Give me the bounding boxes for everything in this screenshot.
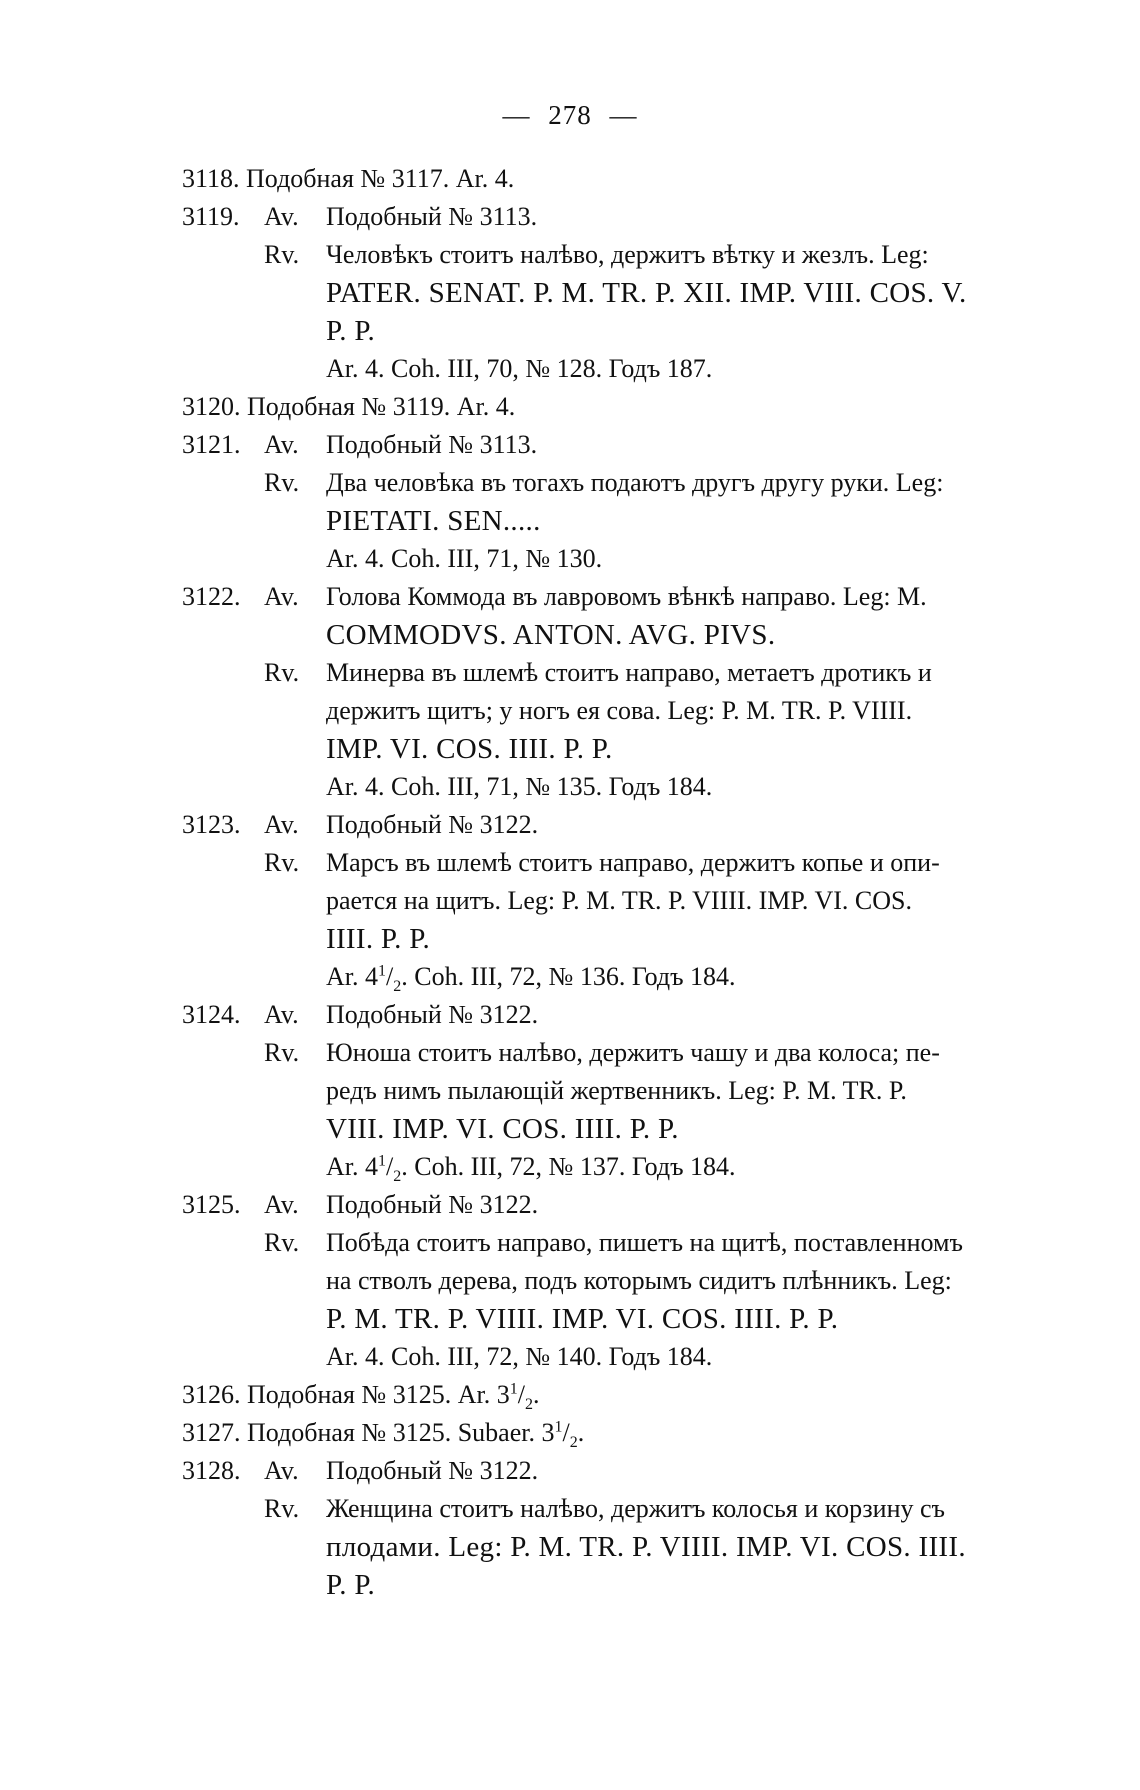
- reverse-text: Женщина стоитъ налѣво, держитъ колосья и корзину съ: [326, 1494, 945, 1523]
- entry-number: 3123.: [182, 810, 241, 839]
- obverse-text: Подобный № 3113.: [326, 202, 538, 231]
- reverse-text: Два человѣка въ тогахъ подаютъ другъ другу руки. Leg:: [326, 468, 944, 497]
- reference-line: Ar. 4. Coh. III, 71, № 130.: [326, 544, 603, 573]
- legend-line: P. P.: [326, 1569, 376, 1601]
- reverse-text-continued: редъ нимъ пылающій жертвенникъ. Leg: P. M. TR. P.: [326, 1076, 907, 1105]
- obverse-label: Av.: [264, 1190, 299, 1219]
- fraction-numerator: 1: [509, 1380, 518, 1398]
- entry-line-end: .: [577, 1418, 585, 1447]
- entry-3127: 3127. Подобная № 3125. Subaer. $3^1/_2$.: [182, 1418, 585, 1452]
- entry-line: 3127. Подобная № 3125. Subaer. 3: [182, 1418, 555, 1447]
- legend-line: IMP. VI. COS. IIII. P. P.: [326, 733, 613, 765]
- reference-line: Ar. $4^1/_2$. Coh. III, 72, № 137. Годъ 184.: [326, 1152, 736, 1186]
- reference-weight: Ar. 4: [326, 1152, 378, 1181]
- reverse-line: [182, 654, 1102, 692]
- entry-3118: [182, 160, 1102, 198]
- reference-line: Ar. $4^1/_2$. Coh. III, 72, № 136. Годъ 184.: [326, 962, 736, 996]
- legend-line: P. M. TR. P. VIIII. IMP. VI. COS. IIII. P. P.: [326, 1303, 839, 1335]
- reference-line: Ar. 4. Coh. III, 70, № 128. Годъ 187.: [326, 354, 713, 383]
- legend-line: PIETATI. SEN.....: [326, 505, 541, 537]
- obverse-label: Av.: [264, 810, 299, 839]
- entry-3123: [182, 806, 1102, 844]
- entry-3119: [182, 198, 1102, 236]
- fraction-numerator: 1: [378, 1152, 386, 1170]
- obverse-label: Av.: [264, 202, 299, 231]
- reverse-line: [182, 844, 1102, 882]
- fraction-numerator: 1: [378, 962, 386, 980]
- fraction-denominator: 2: [393, 1168, 402, 1186]
- legend-line: P. P.: [326, 315, 376, 347]
- entry-line: 3118. Подобная № 3117. Ar. 4.: [182, 164, 515, 193]
- entry-3126: 3126. Подобная № 3125. Ar. $3^1/_2$.: [182, 1380, 540, 1414]
- reverse-line: [182, 236, 1102, 274]
- reverse-text: Марсъ въ шлемѣ стоитъ направо, держитъ копье и опи-: [326, 848, 940, 877]
- reference-rest: . Coh. III, 72, № 136. Годъ 184.: [401, 962, 736, 991]
- obverse-text: Подобный № 3122.: [326, 1456, 539, 1485]
- reference-rest: . Coh. III, 72, № 137. Годъ 184.: [401, 1152, 736, 1181]
- obverse-text: Подобный № 3113.: [326, 430, 538, 459]
- entry-3124: [182, 996, 1102, 1034]
- reverse-text: Минерва въ шлемѣ стоитъ направо, метаетъ дротикъ и: [326, 658, 932, 687]
- reverse-text: Побѣда стоитъ направо, пишетъ на щитѣ, поставленномъ: [326, 1228, 963, 1257]
- fraction-numerator: 1: [554, 1418, 563, 1436]
- reverse-text-continued: держитъ щитъ; у ногъ ея сова. Leg: P. M. TR. P. VIIII.: [326, 696, 913, 725]
- reverse-line: [182, 1224, 1102, 1262]
- obverse-label: Av.: [264, 582, 299, 611]
- entry-number: 3125.: [182, 1190, 241, 1219]
- entry-number: 3124.: [182, 1000, 241, 1029]
- entry-line: 3120. Подобная № 3119. Ar. 4.: [182, 392, 516, 421]
- obverse-label: Av.: [264, 430, 299, 459]
- entry-line: 3126. Подобная № 3125. Ar. 3: [182, 1380, 510, 1409]
- obverse-text: Подобный № 3122.: [326, 1000, 539, 1029]
- reverse-line: [182, 1034, 1102, 1072]
- entry-3122: [182, 578, 1102, 616]
- reverse-label: Rv.: [264, 848, 300, 877]
- reverse-line: [182, 1490, 1102, 1528]
- reverse-text: Человѣкъ стоитъ налѣво, держитъ вѣтку и жезлъ. Leg:: [326, 240, 929, 269]
- fraction-denominator: 2: [569, 1434, 578, 1452]
- page-number: [0, 100, 1140, 131]
- catalog-text: [182, 160, 1102, 1604]
- reverse-label: Rv.: [264, 1038, 300, 1067]
- reference-line: Ar. 4. Coh. III, 72, № 140. Годъ 184.: [326, 1342, 713, 1371]
- obverse-text: Подобный № 3122.: [326, 810, 539, 839]
- dash-left: —: [502, 100, 531, 130]
- entry-number: 3119.: [182, 202, 240, 231]
- entry-number: 3121.: [182, 430, 241, 459]
- reverse-label: Rv.: [264, 1494, 300, 1523]
- reference-line: Ar. 4. Coh. III, 71, № 135. Годъ 184.: [326, 772, 713, 801]
- entry-3128: [182, 1452, 1102, 1490]
- entry-number: 3122.: [182, 582, 241, 611]
- obverse-text: Подобный № 3122.: [326, 1190, 539, 1219]
- fraction-denominator: 2: [393, 978, 402, 996]
- legend-line: плодами. Leg: P. M. TR. P. VIIII. IMP. VI. COS. IIII.: [326, 1531, 966, 1563]
- reference-weight: Ar. 4: [326, 962, 378, 991]
- legend-line: VIII. IMP. VI. COS. IIII. P. P.: [326, 1113, 679, 1145]
- reverse-label: Rv.: [264, 658, 300, 687]
- reverse-label: Rv.: [264, 1228, 300, 1257]
- reverse-label: Rv.: [264, 468, 300, 497]
- entry-number: 3128.: [182, 1456, 241, 1485]
- reverse-label: Rv.: [264, 240, 300, 269]
- entry-3121: [182, 426, 1102, 464]
- entry-3120: [182, 388, 1102, 426]
- entry-line-end: .: [532, 1380, 540, 1409]
- obverse-label: Av.: [264, 1456, 299, 1485]
- reverse-text: Юноша стоитъ налѣво, держитъ чашу и два колоса; пе-: [326, 1038, 940, 1067]
- legend-line: PATER. SENAT. P. M. TR. P. XII. IMP. VIII. COS. V.: [326, 277, 967, 309]
- reverse-line: [182, 464, 1102, 502]
- entry-3125: [182, 1186, 1102, 1224]
- legend-line: COMMODVS. ANTON. AVG. PIVS.: [326, 619, 776, 651]
- page-number-value: 278: [548, 100, 592, 130]
- dash-right: —: [609, 100, 638, 130]
- obverse-label: Av.: [264, 1000, 299, 1029]
- reverse-text-continued: на стволъ дерева, подъ которымъ сидитъ плѣнникъ. Leg:: [326, 1266, 952, 1295]
- fraction-denominator: 2: [524, 1396, 533, 1414]
- legend-line: IIII. P. P.: [326, 923, 431, 955]
- reverse-text-continued: рается на щитъ. Leg: P. M. TR. P. VIIII. IMP. VI. COS.: [326, 886, 912, 915]
- obverse-text: Голова Коммода въ лавровомъ вѣнкѣ направо. Leg: M.: [326, 582, 927, 611]
